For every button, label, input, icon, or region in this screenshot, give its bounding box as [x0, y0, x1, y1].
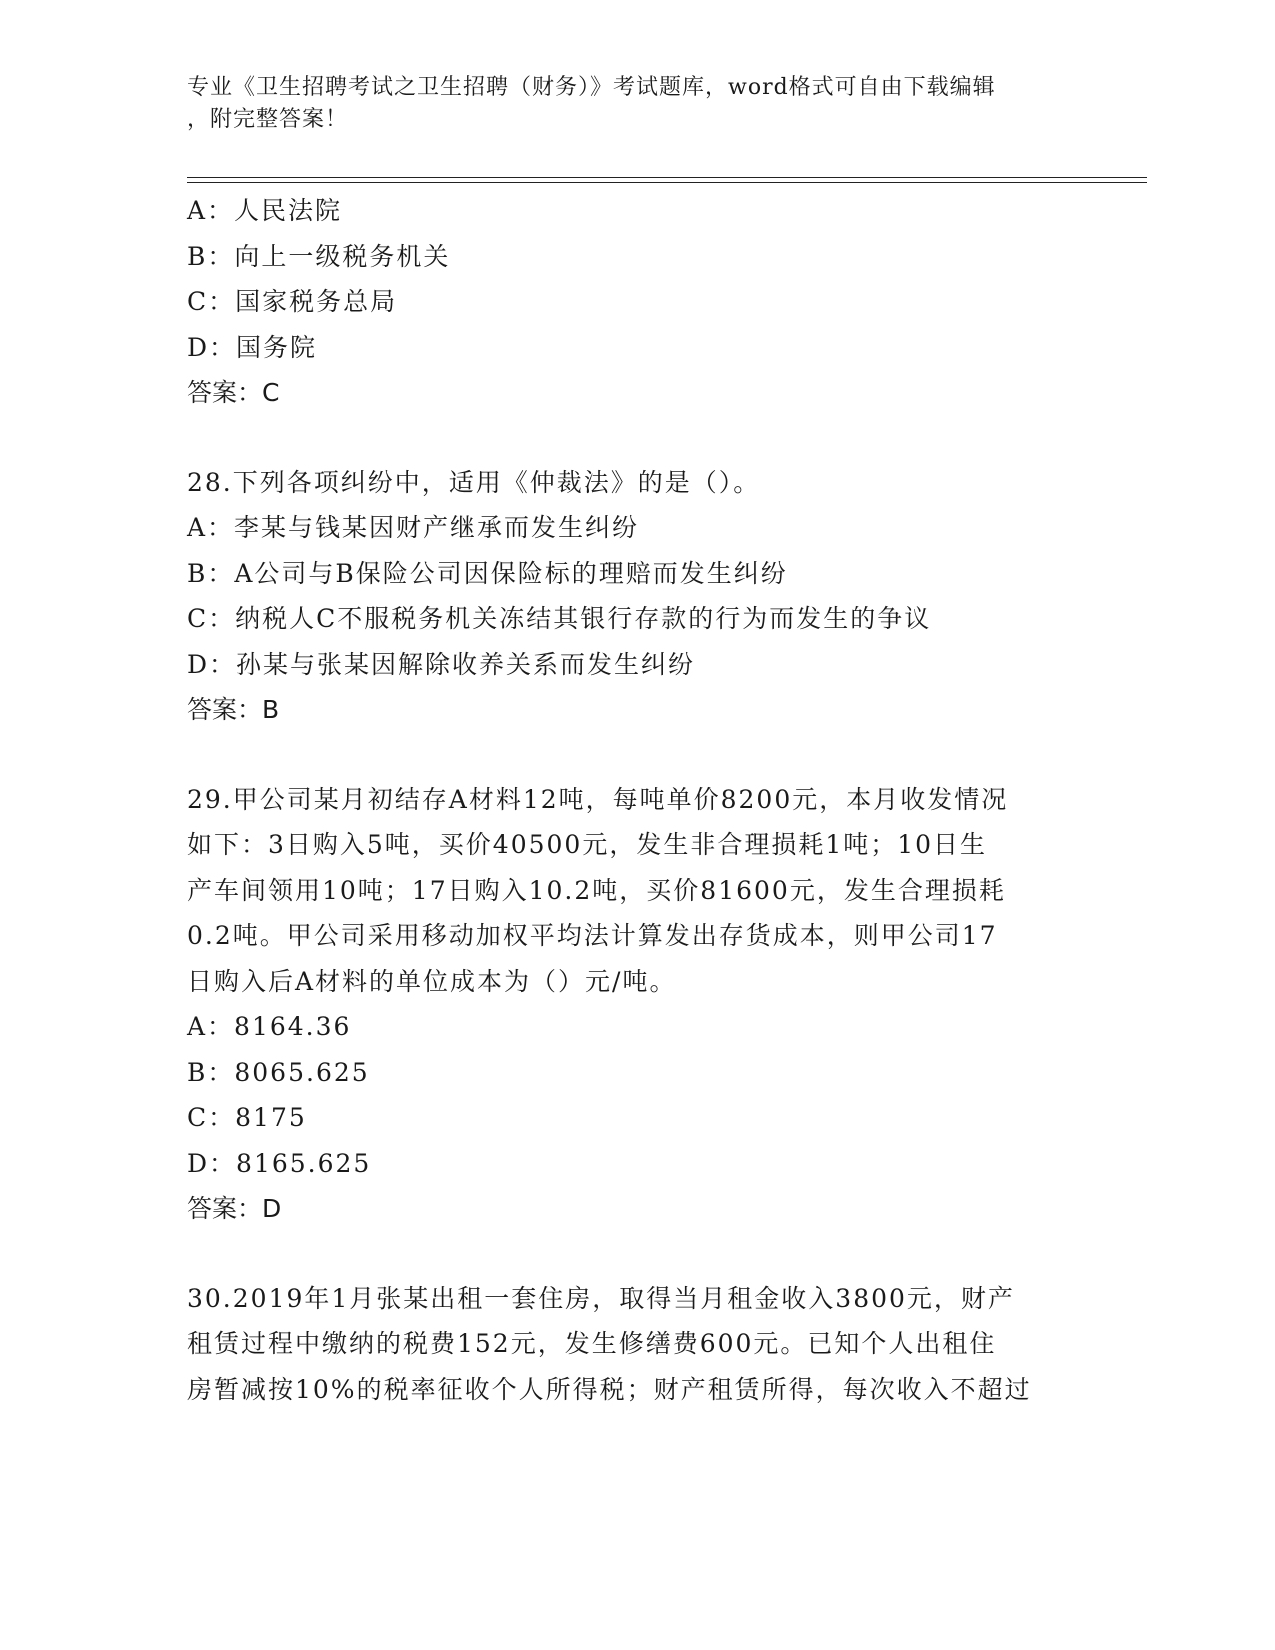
spacer — [187, 1232, 1087, 1276]
option-d: D：国务院 — [187, 332, 318, 362]
option-a: A：人民法院 — [187, 196, 343, 225]
option-b: B：8065.625 — [187, 1057, 370, 1087]
question-stem-line: 租赁过程中缴纳的税费152元，发生修缮费600元。已知个人出租住 — [187, 1329, 997, 1358]
question-stem-line: 29.甲公司某月初结存A材料12吨，每吨单价8200元，本月收发情况 — [187, 784, 1009, 814]
question-stem-line: 0.2吨。甲公司采用移动加权平均法计算发出存货成本，则甲公司17 — [187, 921, 998, 950]
answer: 答案：B — [187, 695, 280, 724]
header-line-2: ，附完整答案！ — [187, 107, 349, 132]
option-a: A：李某与钱某因财产继承而发生纠纷 — [187, 513, 640, 542]
question-stem-line: 产车间领用10吨；17日购入10.2吨，买价81600元，发生合理损耗 — [187, 875, 1006, 905]
option-a: A：8164.36 — [187, 1012, 352, 1041]
option-b: B：A公司与B保险公司因保险标的理赔而发生纠纷 — [187, 558, 788, 588]
option-c: C：国家税务总局 — [187, 287, 398, 316]
question-30 — [187, 1276, 1087, 1413]
question-stem-line: 房暂减按10%的税率征收个人所得税；财产租赁所得，每次收入不超过 — [187, 1374, 1032, 1404]
question-stem-line: 如下：3日购入5吨，买价40500元，发生非合理损耗1吨；10日生 — [187, 830, 988, 859]
spacer — [187, 733, 1087, 777]
question-28 — [187, 460, 1087, 733]
document-header — [187, 72, 1067, 136]
option-d: D：孙某与张某因解除收养关系而发生纠纷 — [187, 649, 696, 679]
option-b: B：向上一级税务机关 — [187, 241, 451, 271]
question-content — [187, 188, 1087, 1412]
header-line-1: 专业《卫生招聘考试之卫生招聘（财务）》考试题库，word格式可自由下载编辑 — [187, 75, 996, 100]
question-stem: 28.下列各项纠纷中，适用《仲裁法》的是（）。 — [187, 467, 761, 497]
question-29 — [187, 777, 1087, 1232]
option-d: D：8165.625 — [187, 1148, 372, 1178]
header-rule-bottom — [187, 182, 1147, 183]
question-stem-line: 日购入后A材料的单位成本为（）元/吨。 — [187, 966, 677, 996]
option-c: C：8175 — [187, 1103, 307, 1132]
question-27 — [187, 188, 1087, 416]
answer: 答案：D — [187, 1194, 282, 1223]
header-rule-top — [187, 177, 1147, 178]
answer: 答案：C — [187, 378, 280, 407]
spacer — [187, 416, 1087, 460]
question-stem-line: 30.2019年1月张某出租一套住房，取得当月租金收入3800元，财产 — [187, 1283, 1015, 1313]
option-c: C：纳税人C不服税务机关冻结其银行存款的行为而发生的争议 — [187, 604, 932, 633]
